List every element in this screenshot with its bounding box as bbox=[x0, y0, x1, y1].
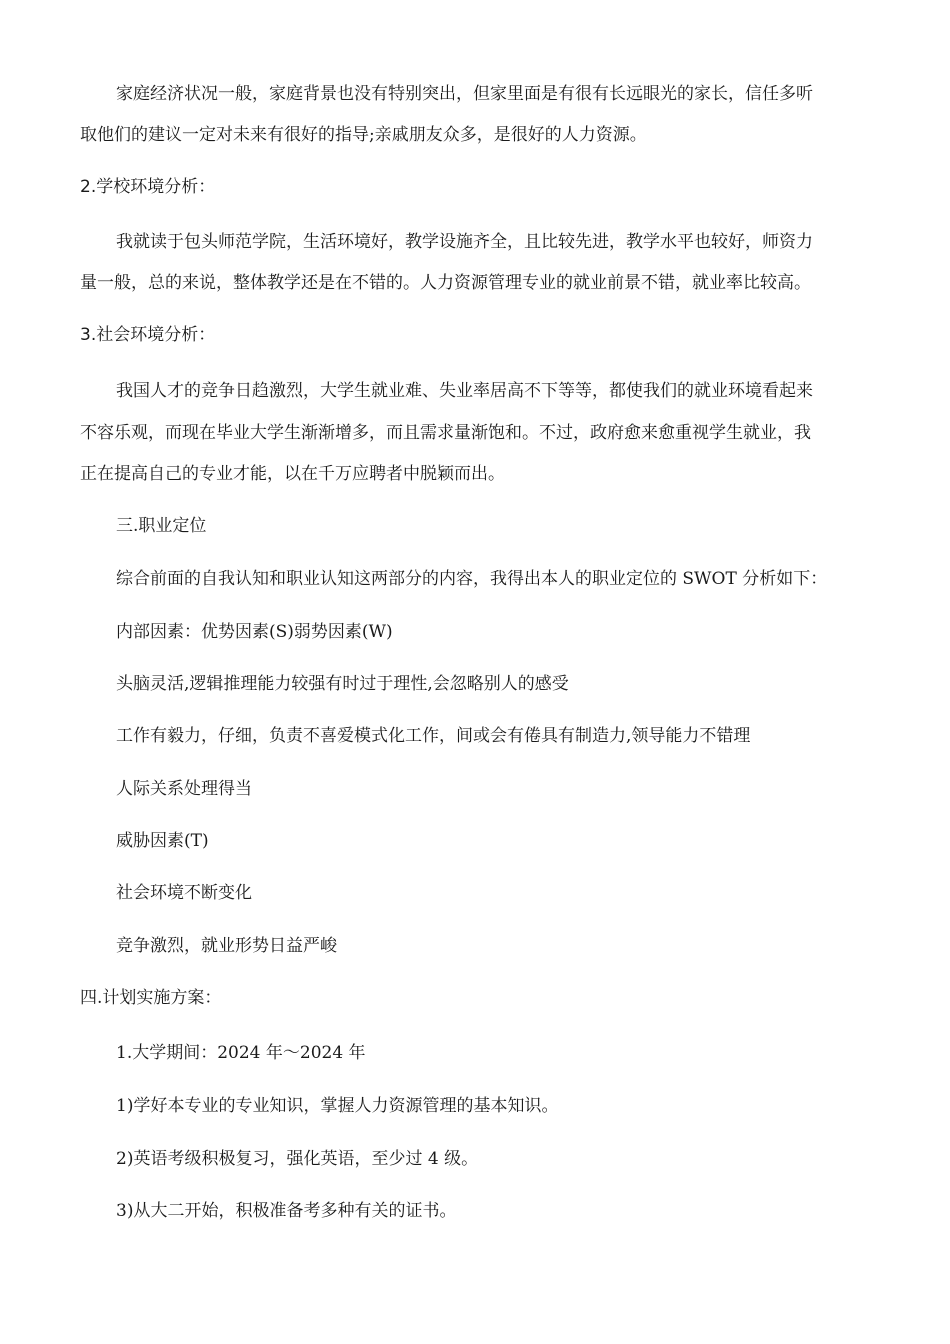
swot-item-1: 头脑灵活,逻辑推理能力较强有时过于理性,会忽略别人的感受 bbox=[116, 674, 569, 694]
swot-threat-item-2: 竞争激烈，就业形势日益严峻 bbox=[116, 936, 337, 956]
plan-item-3: 3)从大二开始，积极准备考多种有关的证书。 bbox=[116, 1201, 457, 1221]
paragraph-social-line-3: 正在提高自己的专业才能，以在千万应聘者中脱颖而出。 bbox=[80, 464, 505, 484]
paragraph-social-line-1: 我国人才的竞争日趋激烈，大学生就业难、失业率居高不下等等，都使我们的就业环境看起来 bbox=[116, 381, 813, 401]
plan-item-2: 2)英语考级积极复习，强化英语，至少过 4 级。 bbox=[116, 1149, 479, 1169]
paragraph-school-line-1: 我就读于包头师范学院，生活环境好，教学设施齐全，且比较先进，教学水平也较好，师资力 bbox=[116, 232, 813, 252]
paragraph-school-line-2: 量一般，总的来说，整体教学还是在不错的。人力资源管理专业的就业前景不错，就业率比较高。 bbox=[80, 273, 811, 293]
swot-item-2: 工作有毅力，仔细，负责不喜爱模式化工作，间或会有倦具有制造力,领导能力不错理 bbox=[116, 726, 751, 746]
heading-social-environment: 3.社会环境分析： bbox=[80, 325, 216, 345]
paragraph-swot-intro: 综合前面的自我认知和职业认知这两部分的内容，我得出本人的职业定位的 SWOT 分析如下： bbox=[116, 569, 828, 589]
heading-school-environment: 2.学校环境分析： bbox=[80, 177, 216, 197]
plan-university-period: 1.大学期间：2024 年～2024 年 bbox=[116, 1043, 366, 1063]
heading-career-positioning: 三.职业定位 bbox=[116, 516, 207, 536]
swot-internal-factors: 内部因素：优势因素(S)弱势因素(W) bbox=[116, 622, 393, 642]
paragraph-family-line-1: 家庭经济状况一般，家庭背景也没有特别突出，但家里面是有很有长远眼光的家长，信任多听 bbox=[116, 84, 813, 104]
swot-item-3: 人际关系处理得当 bbox=[116, 779, 252, 799]
paragraph-family-line-2: 取他们的建议一定对未来有很好的指导;亲戚朋友众多，是很好的人力资源。 bbox=[80, 125, 647, 145]
swot-threat-factors: 威胁因素(T) bbox=[116, 831, 209, 851]
swot-threat-item-1: 社会环境不断变化 bbox=[116, 883, 252, 903]
plan-item-1: 1)学好本专业的专业知识，掌握人力资源管理的基本知识。 bbox=[116, 1096, 559, 1116]
paragraph-social-line-2: 不容乐观，而现在毕业大学生渐渐增多，而且需求量渐饱和。不过，政府愈来愈重视学生就业，我 bbox=[80, 423, 811, 443]
heading-implementation-plan: 四.计划实施方案： bbox=[80, 988, 222, 1008]
